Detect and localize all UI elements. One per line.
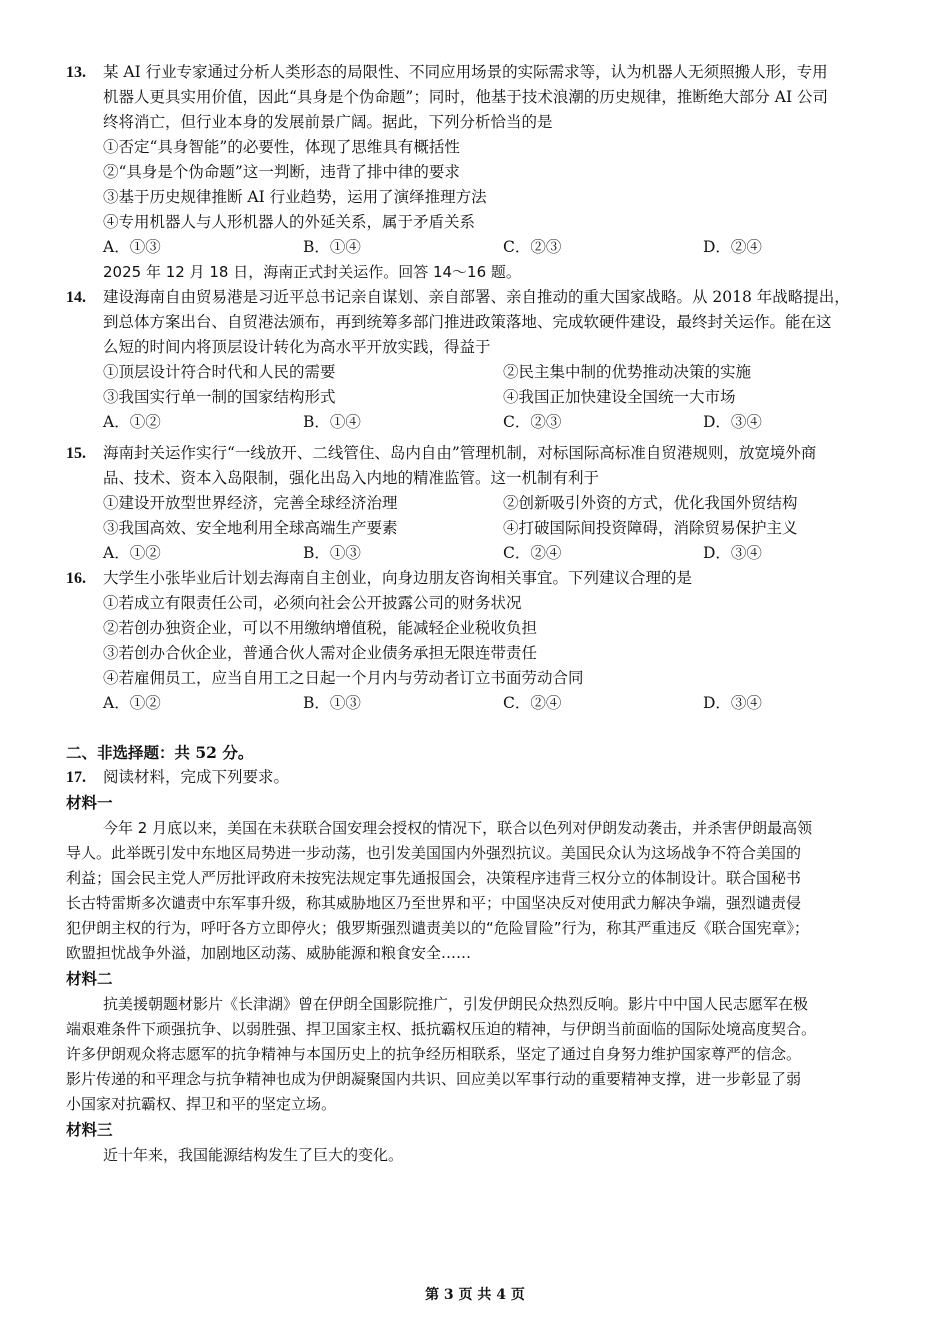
option-a: A．①② <box>103 413 161 431</box>
material-text: 抗美援朝题材影片《长津湖》曾在伊朗全国影院推广，引发伊朗民众热烈反响。影片中中国人民志愿军在极 <box>103 995 809 1013</box>
material-text: 导人。此举既引发中东地区局势进一步动荡，也引发美国国内外强烈抗议。美国民众认为这场战争不符合美国的 <box>66 844 802 862</box>
question-stem: 机器人更具实用价值，因此“具身是个伪命题”；同时，他基于技术浪潮的历史规律，推断绝大部分 AI 公司 <box>103 88 829 106</box>
page-footer: 第 3 页 共 4 页 <box>425 1287 525 1303</box>
question-stem: 海南封关运作实行“一线放开、二线管住、岛内自由”管理机制，对标国际高标准自贸港规则，放宽境外商 <box>103 444 817 462</box>
question-stem: 某 AI 行业专家通过分析人类形态的局限性、不同应用场景的实际需求等，认为机器人无须照搬人形，专用 <box>103 63 828 81</box>
choice-item: ②若创办独资企业，可以不用缴纳增值税，能减轻企业税收负担 <box>103 619 538 637</box>
choice-item: ②“具身是个伪命题”这一判断，违背了排中律的要求 <box>103 163 460 181</box>
material-text: 犯伊朗主权的行为，呼吁各方立即停火；俄罗斯强烈谴责美以的“危险冒险”行为，称其严重违反《联合国宪章》； <box>66 919 810 937</box>
option-c: C．②④ <box>503 694 562 712</box>
option-d: D．③④ <box>703 413 762 431</box>
question-stem: 大学生小张毕业后计划去海南自主创业，向身边朋友咨询相关事宜。下列建议合理的是 <box>103 569 693 587</box>
option-a: A．①② <box>103 544 161 562</box>
question-number: 17. <box>66 769 86 786</box>
option-b: B．①③ <box>303 544 361 562</box>
option-b: B．①④ <box>303 238 361 256</box>
option-d: D．③④ <box>703 544 762 562</box>
choice-item: ①若成立有限责任公司，必须向社会公开披露公司的财务状况 <box>103 594 522 612</box>
option-c: C．②④ <box>503 544 562 562</box>
choice-item: ④我国正加快建设全国统一大市场 <box>503 388 736 406</box>
question-number: 15. <box>66 445 86 462</box>
option-c: C．②③ <box>503 238 562 256</box>
choice-item: ④若雇佣员工，应当自用工之日起一个月内与劳动者订立书面劳动合同 <box>103 669 584 687</box>
material-title: 材料二 <box>66 969 113 988</box>
material-title: 材料三 <box>66 1120 113 1139</box>
question-number: 13. <box>66 64 86 81</box>
option-c: C．②③ <box>503 413 562 431</box>
choice-item: ③我国高效、安全地利用全球高端生产要素 <box>103 519 398 537</box>
material-text: 今年 2 月底以来，美国在未获联合国安理会授权的情况下，联合以色列对伊朗发动袭击，并杀害伊朗最高领 <box>103 819 813 837</box>
choice-item: ①否定“具身智能”的必要性，体现了思维具有概括性 <box>103 138 460 156</box>
group-intro: 2025 年 12 月 18 日，海南正式封关运作。回答 14～16 题。 <box>103 263 521 281</box>
choice-item: ④专用机器人与人形机器人的外延关系，属于矛盾关系 <box>103 213 476 231</box>
option-d: D．③④ <box>703 694 762 712</box>
choice-item: ④打破国际间投资障碍，消除贸易保护主义 <box>503 519 798 537</box>
question-stem: 么短的时间内将顶层设计转化为高水平开放实践，得益于 <box>103 338 491 356</box>
material-text: 近十年来，我国能源结构发生了巨大的变化。 <box>103 1146 404 1164</box>
question-number: 16. <box>66 570 86 587</box>
material-text: 长古特雷斯多次谴责中东军事升级，称其威胁地区乃至世界和平；中国坚决反对使用武力解决争端，强烈谴责侵 <box>66 894 802 912</box>
question-stem: 建设海南自由贸易港是习近平总书记亲自谋划、亲自部署、亲自推动的重大国家战略。从 2018 年战略提出， <box>103 288 850 306</box>
material-title: 材料一 <box>66 793 113 812</box>
section-heading: 二、非选择题：共 52 分。 <box>66 743 254 762</box>
option-d: D．②④ <box>703 238 762 256</box>
question-stem: 阅读材料，完成下列要求。 <box>103 768 290 786</box>
choice-item: ①顶层设计符合时代和人民的需要 <box>103 363 336 381</box>
question-stem: 到总体方案出台、自贸港法颁布，再到统筹多部门推进政策落地、完成软硬件建设，最终封关运作。能在这 <box>103 313 832 331</box>
option-b: B．①④ <box>303 413 361 431</box>
choice-item: ③我国实行单一制的国家结构形式 <box>103 388 336 406</box>
choice-item: ②创新吸引外资的方式，优化我国外贸结构 <box>503 494 798 512</box>
question-stem: 品、技术、资本入岛限制，强化出岛入内地的精准监管。这一机制有利于 <box>103 469 600 487</box>
option-a: A．①③ <box>103 238 161 256</box>
choice-item: ①建设开放型世界经济，完善全球经济治理 <box>103 494 398 512</box>
choice-item: ③基于历史规律推断 AI 行业趋势，运用了演绎推理方法 <box>103 188 487 206</box>
question-stem: 终将消亡，但行业本身的发展前景广阔。据此，下列分析恰当的是 <box>103 113 553 131</box>
option-a: A．①② <box>103 694 161 712</box>
choice-item: ②民主集中制的优势推动决策的实施 <box>503 363 752 381</box>
choice-item: ③若创办合伙企业，普通合伙人需对企业债务承担无限连带责任 <box>103 644 538 662</box>
material-text: 影片传递的和平理念与抗争精神也成为伊朗凝聚国内共识、回应美以军事行动的重要精神支撑，进一步彰显了弱 <box>66 1070 802 1088</box>
material-text: 端艰难条件下顽强抗争、以弱胜强、捍卫国家主权、抵抗霸权压迫的精神，与伊朗当前面临的国际处境高度契合。 <box>66 1020 817 1038</box>
material-text: 欧盟担忧战争外溢，加剧地区动荡、威胁能源和粮食安全…… <box>66 944 472 962</box>
material-text: 利益；国会民主党人严厉批评政府未按宪法规定事先通报国会，决策程序违背三权分立的体制设计。联合国秘书 <box>66 869 802 887</box>
option-b: B．①③ <box>303 694 361 712</box>
question-number: 14. <box>66 289 86 306</box>
material-text: 许多伊朗观众将志愿军的抗争精神与本国历史上的抗争经历相联系，坚定了通过自身努力维护国家尊严的信念。 <box>66 1045 802 1063</box>
material-text: 小国家对抗霸权、捍卫和平的坚定立场。 <box>66 1095 337 1113</box>
